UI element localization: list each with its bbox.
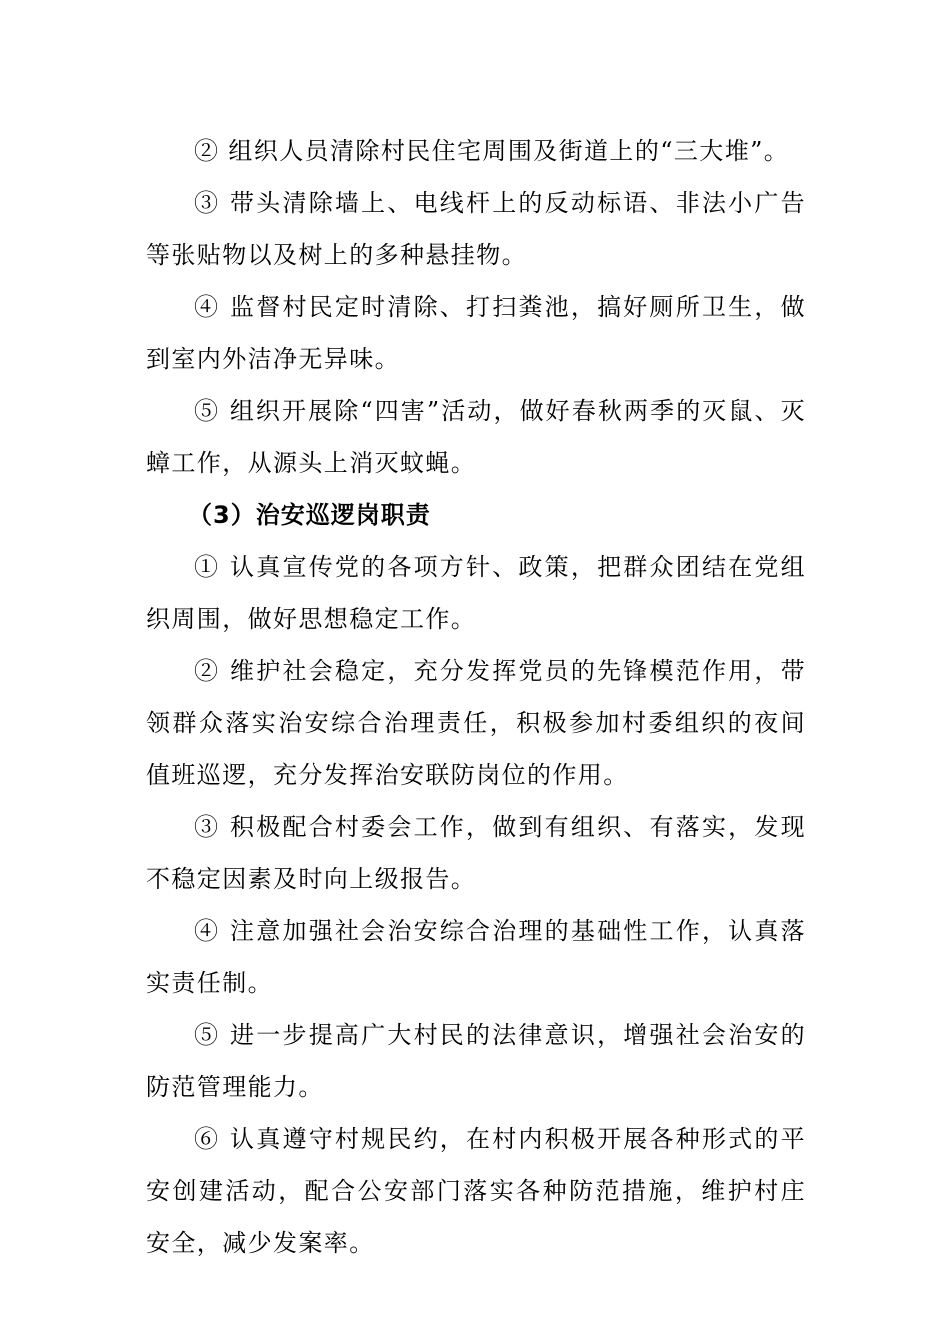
- list-item-sanitation-2: ② 组织人员清除村民住宅周围及街道上的“三大堆”。: [194, 137, 790, 165]
- list-item-patrol-6: ⑥ 认真遵守村规民约，在村内积极开展各种形式的平安创建活动，配合公安部门落实各种防范措施，维护村庄安全，减少发案率。: [146, 1125, 806, 1257]
- document-body: [146, 125, 806, 1269]
- list-item-sanitation-3: ③ 带头清除墙上、电线杆上的反动标语、非法小广告等张贴物以及树上的多种悬挂物。: [146, 189, 806, 269]
- section-heading-patrol: （3）治安巡逻岗职责: [188, 501, 431, 529]
- list-item-patrol-5: ⑤ 进一步提高广大村民的法律意识，增强社会治安的防范管理能力。: [146, 1021, 806, 1101]
- list-item-patrol-4: ④ 注意加强社会治安综合治理的基础性工作，认真落实责任制。: [146, 917, 806, 997]
- list-item-patrol-2: ② 维护社会稳定，充分发挥党员的先锋模范作用，带领群众落实治安综合治理责任，积极参加村委组织的夜间值班巡逻，充分发挥治安联防岗位的作用。: [146, 657, 806, 789]
- list-item-sanitation-5: ⑤ 组织开展除“四害”活动，做好春秋两季的灭鼠、灭蟑工作，从源头上消灭蚊蝇。: [146, 397, 806, 477]
- list-item-patrol-1: ① 认真宣传党的各项方针、政策，把群众团结在党组织周围，做好思想稳定工作。: [146, 553, 806, 633]
- list-item-sanitation-4: ④ 监督村民定时清除、打扫粪池，搞好厕所卫生，做到室内外洁净无异味。: [146, 293, 806, 373]
- list-item-patrol-3: ③ 积极配合村委会工作，做到有组织、有落实，发现不稳定因素及时向上级报告。: [146, 813, 806, 893]
